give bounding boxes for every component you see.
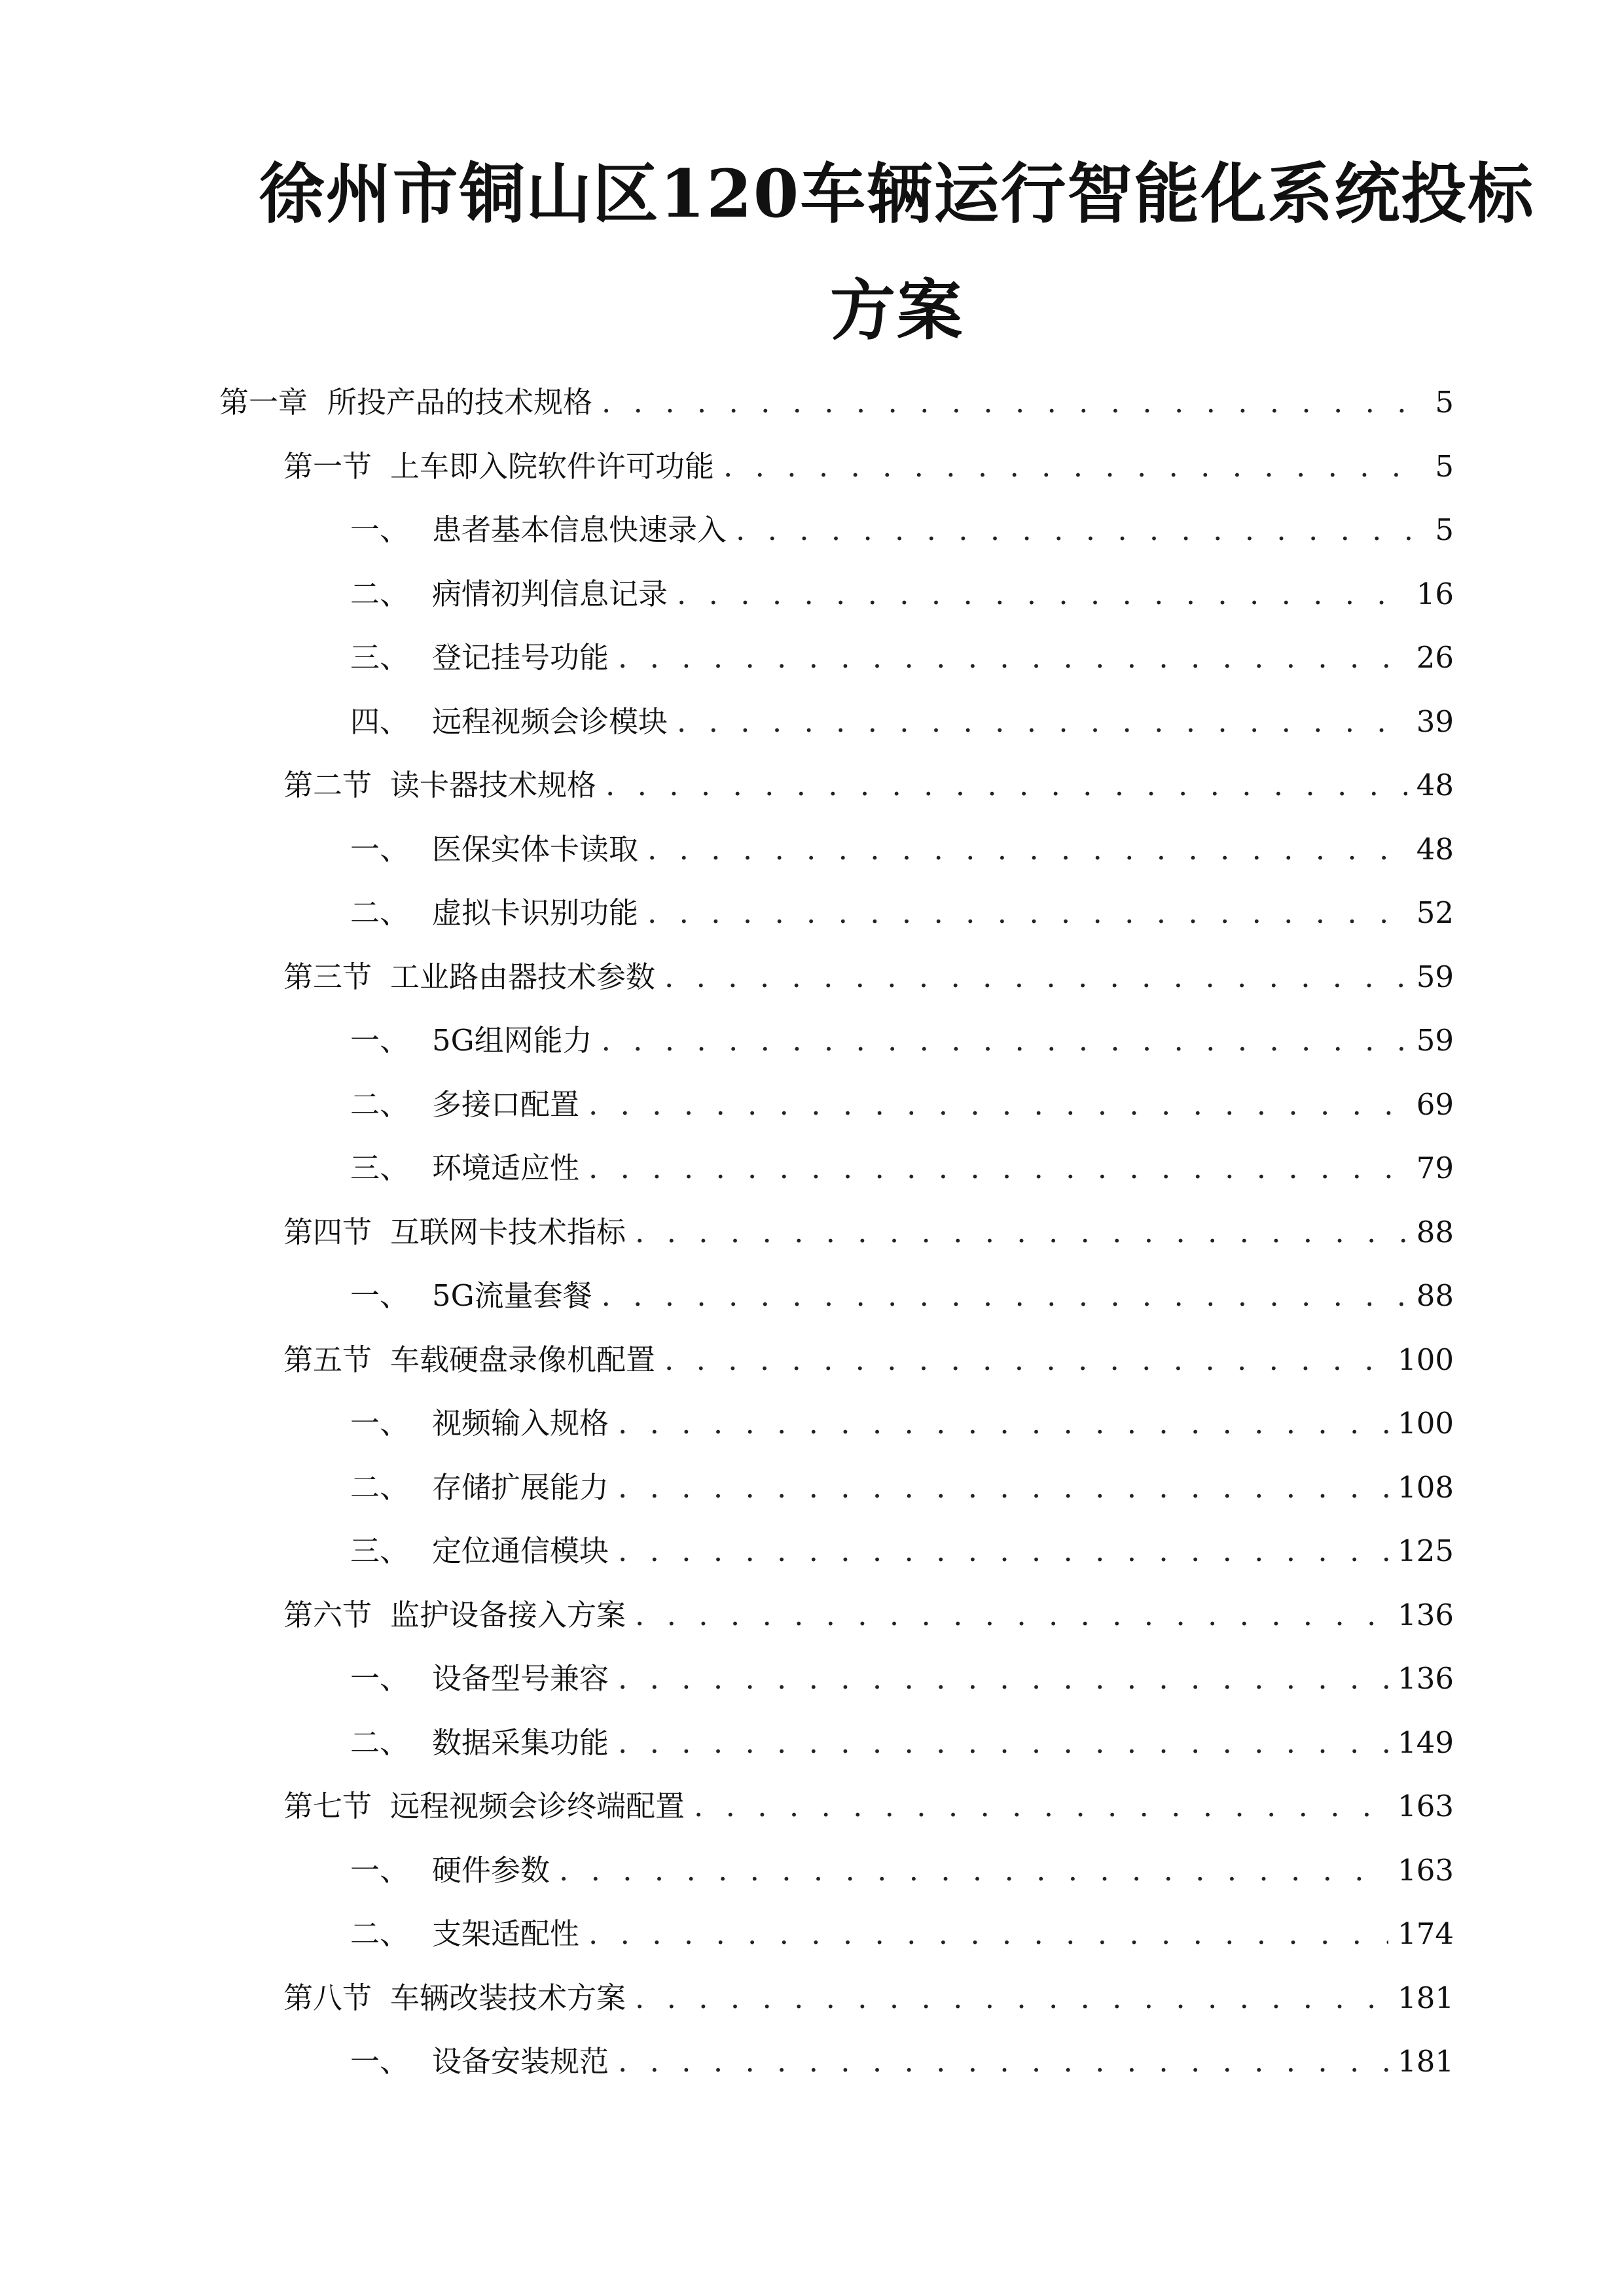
toc-dot-leader: [677, 699, 1407, 745]
toc-entry-page-number: 79: [1416, 1151, 1454, 1185]
toc-dot-leader: [618, 635, 1407, 681]
toc-dot-leader: [647, 890, 1407, 936]
toc-entry-title: 定位通信模块: [432, 1534, 609, 1568]
toc-entry-page-number: 108: [1398, 1469, 1454, 1505]
toc-dot-leader: [694, 1784, 1388, 1829]
toc-entry-page-number: 52: [1416, 895, 1454, 930]
toc-entry-title: 多接口配置: [432, 1086, 580, 1122]
toc-entry-title: 车载硬盘录像机配置: [390, 1342, 656, 1377]
toc-dot-leader: [618, 1465, 1388, 1511]
toc-dot-leader: [618, 1528, 1388, 1574]
toc-entry-number: 一、: [350, 1406, 410, 1441]
toc-dot-leader: [618, 1401, 1388, 1446]
toc-entry-title: 病情初判信息记录: [432, 576, 668, 611]
toc-entry-page-number: 181: [1398, 2044, 1454, 2079]
toc-entry-title: 设备型号兼容: [432, 1661, 609, 1696]
toc-entry[interactable]: [350, 2039, 1454, 2085]
toc-entry-title: 互联网卡技术指标: [390, 1214, 626, 1249]
toc-entry-number: 第二节: [283, 768, 372, 802]
toc-entry-number: 第四节: [283, 1214, 372, 1249]
toc-entry-page-number: 125: [1398, 1534, 1454, 1568]
toc-entry-number: 第六节: [283, 1597, 372, 1632]
toc-entry[interactable]: [350, 827, 1454, 872]
toc-entry[interactable]: [350, 1720, 1454, 1766]
toc-entry-title: 监护设备接入方案: [390, 1597, 626, 1632]
toc-entry-page-number: 59: [1416, 959, 1454, 994]
toc-entry-number: 二、: [350, 576, 410, 611]
toc-entry-number: 第三节: [283, 959, 372, 994]
toc-dot-leader: [635, 1975, 1388, 2021]
toc-entry[interactable]: [350, 1528, 1454, 1574]
toc-entry-page-number: 5: [1435, 512, 1454, 547]
toc-entry-page-number: 149: [1398, 1725, 1454, 1760]
toc-entry-page-number: 48: [1416, 831, 1454, 867]
toc-entry-number: 三、: [350, 1534, 410, 1568]
toc-entry[interactable]: [350, 890, 1454, 936]
toc-dot-leader: [602, 380, 1425, 425]
toc-entry-number: 第五节: [283, 1342, 372, 1377]
toc-dot-leader: [736, 507, 1425, 553]
toc-entry-number: 第八节: [283, 1980, 372, 2015]
toc-entry-number: 一、: [350, 831, 410, 867]
toc-entry-title: 设备安装规范: [432, 2044, 609, 2079]
toc-entry-number: 四、: [350, 704, 410, 739]
toc-entry-page-number: 59: [1416, 1023, 1454, 1058]
toc-entry-title: 医保实体卡读取: [432, 831, 639, 867]
toc-entry-title: 视频输入规格: [432, 1406, 609, 1441]
toc-dot-leader: [647, 827, 1407, 872]
toc-dot-leader: [588, 1082, 1407, 1128]
toc-entry-page-number: 163: [1398, 1852, 1454, 1888]
toc-dot-leader: [602, 1273, 1407, 1319]
toc-entry-title: 数据采集功能: [432, 1725, 609, 1760]
toc-entry[interactable]: [350, 1401, 1454, 1446]
toc-dot-leader: [677, 571, 1407, 617]
toc-dot-leader: [618, 1720, 1388, 1766]
toc-entry[interactable]: [283, 1975, 1454, 2021]
toc-dot-leader: [635, 1592, 1388, 1638]
toc-entry[interactable]: [283, 954, 1454, 1000]
toc-entry-number: 二、: [350, 1725, 410, 1760]
toc-entry-title: 工业路由器技术参数: [390, 959, 656, 994]
toc-entry-page-number: 88: [1416, 1214, 1454, 1249]
toc-entry-title: 存储扩展能力: [432, 1469, 609, 1505]
toc-entry-number: 二、: [350, 895, 410, 930]
toc-dot-leader: [605, 762, 1407, 808]
toc-entry-title: 远程视频会诊模块: [432, 704, 668, 739]
toc-entry-number: 二、: [350, 1916, 410, 1951]
toc-dot-leader: [618, 2039, 1388, 2085]
toc-entry-page-number: 5: [1435, 448, 1454, 484]
toc-entry-title: 读卡器技术规格: [390, 768, 597, 802]
toc-entry-title: 所投产品的技术规格: [327, 385, 593, 420]
toc-entry-number: 三、: [350, 1151, 410, 1185]
toc-entry[interactable]: [283, 1784, 1454, 1829]
toc-entry[interactable]: [350, 1018, 1454, 1064]
toc-entry-number: 一、: [350, 1852, 410, 1888]
toc-entry[interactable]: [350, 1656, 1454, 1702]
document-title-line-1: 徐州市铜山区120车辆运行智能化系统投标: [259, 155, 1535, 232]
toc-entry[interactable]: [350, 699, 1454, 745]
toc-entry-number: 一、: [350, 512, 410, 547]
toc-entry-page-number: 48: [1416, 768, 1454, 802]
toc-entry[interactable]: [350, 1848, 1454, 1893]
toc-entry-title: 患者基本信息快速录入: [432, 512, 727, 547]
toc-entry-page-number: 5: [1435, 385, 1454, 420]
toc-entry-page-number: 174: [1398, 1916, 1454, 1951]
toc-entry-number: 第一节: [283, 448, 372, 484]
toc-entry[interactable]: [219, 380, 1454, 425]
toc-entry-page-number: 26: [1416, 640, 1454, 675]
toc-entry-page-number: 136: [1398, 1661, 1454, 1696]
document-title-line-2: 方案: [830, 272, 964, 349]
toc-entry[interactable]: [350, 1911, 1454, 1957]
toc-dot-leader: [635, 1210, 1407, 1255]
toc-entry-page-number: 39: [1416, 704, 1454, 739]
toc-entry-number: 第七节: [283, 1789, 372, 1823]
toc-entry-page-number: 100: [1398, 1406, 1454, 1441]
toc-dot-leader: [618, 1656, 1388, 1702]
toc-entry-title: 5G流量套餐: [432, 1278, 592, 1313]
toc-entry-page-number: 100: [1398, 1342, 1454, 1377]
toc-entry[interactable]: [283, 1337, 1454, 1383]
toc-dot-leader: [664, 1337, 1388, 1383]
toc-entry-number: 一、: [350, 1278, 410, 1313]
toc-entry-number: 二、: [350, 1086, 410, 1122]
toc-entry-title: 虚拟卡识别功能: [432, 895, 639, 930]
toc-entry[interactable]: [350, 1145, 1454, 1191]
toc-entry[interactable]: [350, 1082, 1454, 1128]
toc-entry-page-number: 88: [1416, 1278, 1454, 1313]
toc-entry-number: 一、: [350, 1023, 410, 1058]
toc-entry[interactable]: [283, 1592, 1454, 1638]
toc-dot-leader: [559, 1848, 1388, 1893]
toc-entry[interactable]: [283, 444, 1454, 490]
toc-dot-leader: [664, 954, 1407, 1000]
toc-entry[interactable]: [350, 507, 1454, 553]
toc-entry-title: 5G组网能力: [432, 1023, 592, 1058]
toc-dot-leader: [588, 1145, 1407, 1191]
toc-entry-title: 硬件参数: [432, 1852, 550, 1888]
toc-entry-title: 登记挂号功能: [432, 640, 609, 675]
toc-entry-number: 二、: [350, 1469, 410, 1505]
toc-entry-number: 一、: [350, 2044, 410, 2079]
toc-entry-title: 远程视频会诊终端配置: [390, 1789, 685, 1823]
toc-entry-number: 三、: [350, 640, 410, 675]
toc-entry-number: 一、: [350, 1661, 410, 1696]
toc-entry-page-number: 69: [1416, 1086, 1454, 1122]
toc-dot-leader: [723, 444, 1425, 490]
toc-entry-title: 车辆改装技术方案: [390, 1980, 626, 2015]
toc-entry-title: 环境适应性: [432, 1151, 580, 1185]
toc-entry-number: 第一章: [219, 385, 308, 420]
toc-entry-page-number: 136: [1398, 1597, 1454, 1632]
toc-entry[interactable]: [350, 635, 1454, 681]
toc-entry[interactable]: [283, 1210, 1454, 1255]
toc-entry[interactable]: [350, 1465, 1454, 1511]
toc-entry[interactable]: [283, 762, 1454, 808]
toc-dot-leader: [588, 1911, 1388, 1957]
toc-entry[interactable]: [350, 1273, 1454, 1319]
toc-entry-title: 支架适配性: [432, 1916, 580, 1951]
toc-entry-page-number: 16: [1416, 576, 1454, 611]
toc-entry-page-number: 181: [1398, 1980, 1454, 2015]
toc-dot-leader: [602, 1018, 1407, 1064]
toc-entry[interactable]: [350, 571, 1454, 617]
toc-entry-title: 上车即入院软件许可功能: [390, 448, 715, 484]
toc-entry-page-number: 163: [1398, 1789, 1454, 1823]
